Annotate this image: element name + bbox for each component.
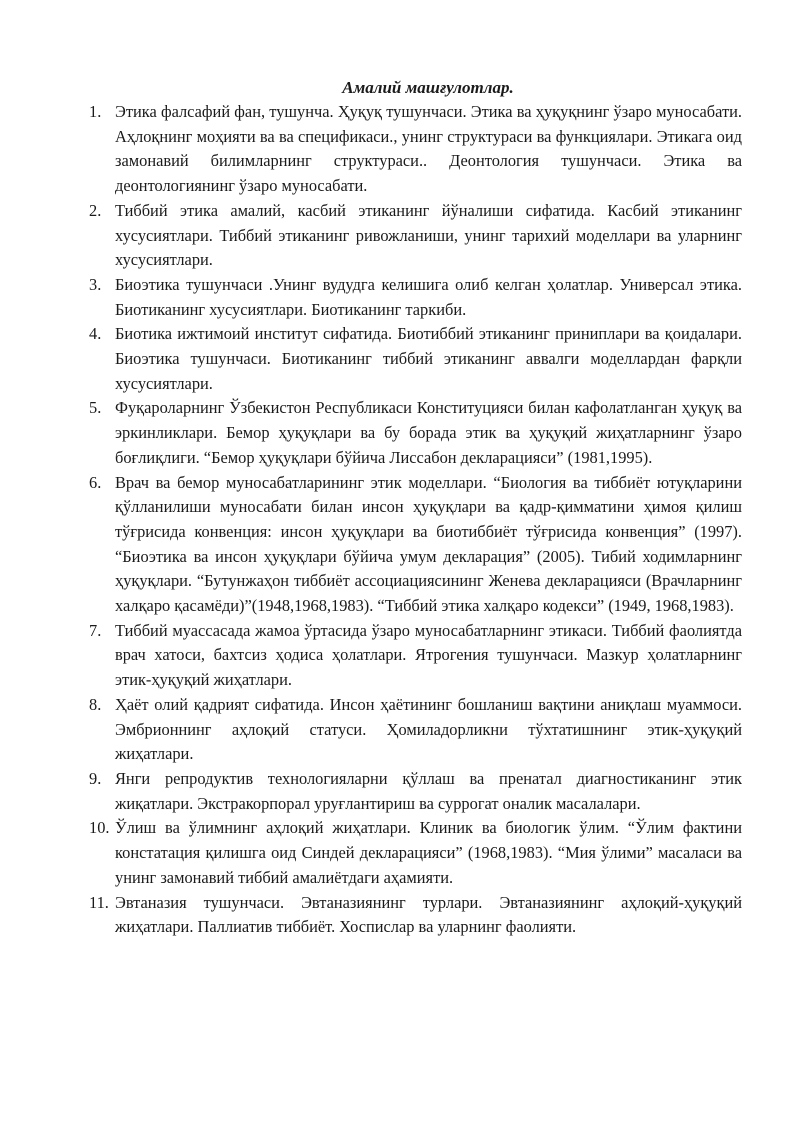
page-title: Амалий машғулотлар. xyxy=(342,78,514,97)
item-text: Ҳаёт олий қадрият сифатида. Инсон ҳаётининг бошланиш вақтини аниқлаш муаммоси. Эмбрионнинг аҳлоқий статуси. Ҳомиладорликни тўхтатишнинг этик-ҳуқуқий жиҳатлари. xyxy=(115,694,742,764)
item-text: Тиббий этика амалий, касбий этиканинг йўналиши сифатида. Касбий этиканинг хусусиятлари. Тиббий этиканинг ривожланиши, унинг тарихий моделлари ва уларнинг хусусиятлари. xyxy=(115,200,742,270)
item-text: Тиббий муассасада жамоа ўртасида ўзаро муносабатларнинг этикаси. Тиббий фаолиятда врач хатоси, бахтсиз ҳодиса ҳолатлари. Ятрогения тушунчаси. Мазкур ҳолатларнинг этик-ҳуқуқий жиҳатлари. xyxy=(115,620,742,690)
list-item xyxy=(0,891,800,940)
list-item xyxy=(0,693,800,767)
item-number: 4. xyxy=(89,324,102,344)
item-text: Биоэтика тушунчаси .Унинг вудудга келишига олиб келган ҳолатлар. Универсал этика. Биотиканинг хусусиятлари. Биотиканинг таркиби. xyxy=(115,274,742,319)
list-item xyxy=(0,396,800,470)
item-text: Фуқароларнинг Ўзбекистон Республикаси Конституцияси билан кафолатланган ҳуқуқ ва эркинликлари. Бемор ҳуқуқлари ва бу борада этик ва ҳуқуқий жиҳатларнинг ўзаро боғлиқлиги. “Бемор ҳуқуқлари бўйича Лиссабон декларацияси” (1981,1995). xyxy=(115,398,742,467)
list-item xyxy=(0,619,800,693)
list-item xyxy=(0,471,800,619)
list-item xyxy=(0,273,800,322)
item-text: Эвтаназия тушунчаси. Эвтаназиянинг турлари. Эвтаназиянинг аҳлоқий-ҳуқуқий жиҳатлари. Паллиатив тиббиёт. Хоспислар ва уларнинг фаолияти. xyxy=(115,892,742,937)
item-number: 9. xyxy=(89,768,102,788)
list-item xyxy=(0,100,800,199)
list-item xyxy=(0,199,800,273)
item-number: 11. xyxy=(89,892,109,912)
list-item xyxy=(0,322,800,396)
item-number: 3. xyxy=(89,274,102,294)
item-number: 8. xyxy=(89,694,102,714)
item-number: 6. xyxy=(89,472,102,492)
item-number: 5. xyxy=(89,398,102,418)
item-number: 2. xyxy=(89,200,102,220)
item-text: Этика фалсафий фан, тушунча. Ҳуқуқ тушунчаси. Этика ва ҳуқуқнинг ўзаро муносабати. Аҳлоқнинг моҳияти ва ва спецификаси., унинг структураси ва функциялари. Этикага оид замонавий билимларнинг структураси.. Деонтология тушунчаси. Этика ва деонтологиянинг ўзаро муносабати. xyxy=(115,102,742,196)
item-number: 1. xyxy=(89,102,102,121)
item-number: 7. xyxy=(89,620,102,640)
item-text: Ўлиш ва ўлимнинг аҳлоқий жиҳатлари. Клиник ва биологик ўлим. “Ўлим фактини констатация қилишга оид Синдей декларацияси” (1968,1983). “Мия ўлими” масаласи ва унинг замонавий тиббий амалиётдаги аҳамияти. xyxy=(115,818,742,887)
item-number: 10. xyxy=(89,818,110,838)
item-text: Врач ва бемор муносабатларининг этик моделлари. “Биология ва тиббиёт ютуқларини қўлланилиши муносабати билан инсон ҳуқуқлари ва қадр-қимматини ҳимоя қилиш тўғрисида конвенция: инсон ҳуқуқлари ва биотиббиёт тўғрисида конвенция” (1997). “Биоэтика ва инсон ҳуқуқлари бўйича умум декларация” (2005). Тибий ходимларнинг ҳуқуқлари. “Бутунжаҳон тиббиёт ассоциациясининг Женева декларацияси (Врачларнинг халқаро қасамёди)”(1948,1968,1983). “Тиббий этика халқаро кодекси” (1949, 1968,1983). xyxy=(115,472,742,616)
item-text: Янги репродуктив технологияларни қўллаш ва пренатал диагностиканинг этик жиқатлари. Экстракорпорал уруғлантириш ва суррогат оналик масалалари. xyxy=(115,768,742,813)
list-item xyxy=(0,816,800,890)
item-text: Биотика ижтимоий институт сифатида. Биотиббий этиканинг приниплари ва қоидалари. Биоэтика тушунчаси. Биотиканинг тиббий этиканинг аввалги моделлардан фарқли хусусиятлари. xyxy=(115,324,742,393)
list-item xyxy=(0,767,800,816)
topic-list xyxy=(0,100,800,940)
